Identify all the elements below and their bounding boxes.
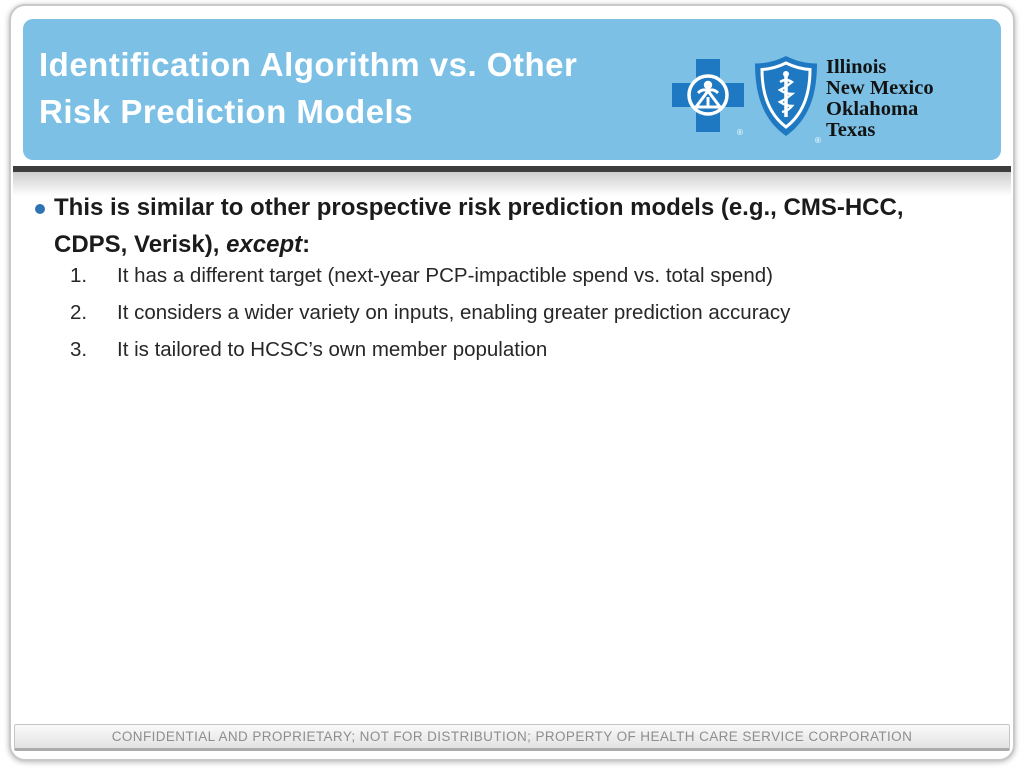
bullet-marker	[35, 204, 45, 214]
state-texas: Texas	[826, 119, 876, 141]
state-new-mexico: New Mexico	[826, 77, 934, 99]
list-item	[70, 297, 973, 328]
bcbs-states-label	[826, 57, 934, 141]
state-illinois: Illinois	[826, 56, 887, 78]
bullet-text-italic: except	[226, 231, 303, 258]
registered-mark-shield: ®	[815, 136, 821, 145]
confidentiality-notice: CONFIDENTIAL AND PROPRIETARY; NOT FOR DISTRIBUTION; PROPERTY OF HEALTH CARE SERVICE CORPORATION	[111, 729, 913, 744]
bullet-paragraph	[54, 189, 944, 263]
list-item	[70, 260, 973, 291]
blue-cross-icon	[671, 59, 745, 137]
list-item	[70, 334, 973, 365]
slide-header	[23, 19, 1001, 160]
bcbs-logo	[671, 19, 971, 160]
list-item-text: It is tailored to HCSC’s own member population	[117, 338, 548, 361]
list-item-number: 3.	[70, 338, 88, 361]
blue-shield-icon	[752, 55, 820, 143]
numbered-list	[70, 260, 973, 371]
list-item-number: 2.	[70, 301, 88, 324]
state-oklahoma: Oklahoma	[826, 98, 919, 120]
page-title-line2: Risk Prediction Models	[39, 93, 414, 130]
list-item-text: It has a different target (next-year PCP-impactible spend vs. total spend)	[117, 264, 773, 287]
bullet-text-main: This is similar to other prospective risk prediction models (e.g., CMS-HCC, CDPS, Verisk),	[54, 194, 904, 258]
list-item-number: 1.	[70, 264, 88, 287]
page-title-line1: Identification Algorithm vs. Other	[39, 46, 578, 83]
list-item-text: It considers a wider variety on inputs, enabling greater prediction accuracy	[117, 301, 791, 324]
page-title	[39, 41, 577, 135]
footer-bar	[14, 724, 1010, 751]
bullet-text-suffix: :	[302, 231, 311, 258]
registered-mark-cross: ®	[737, 128, 743, 137]
slide	[9, 4, 1015, 761]
